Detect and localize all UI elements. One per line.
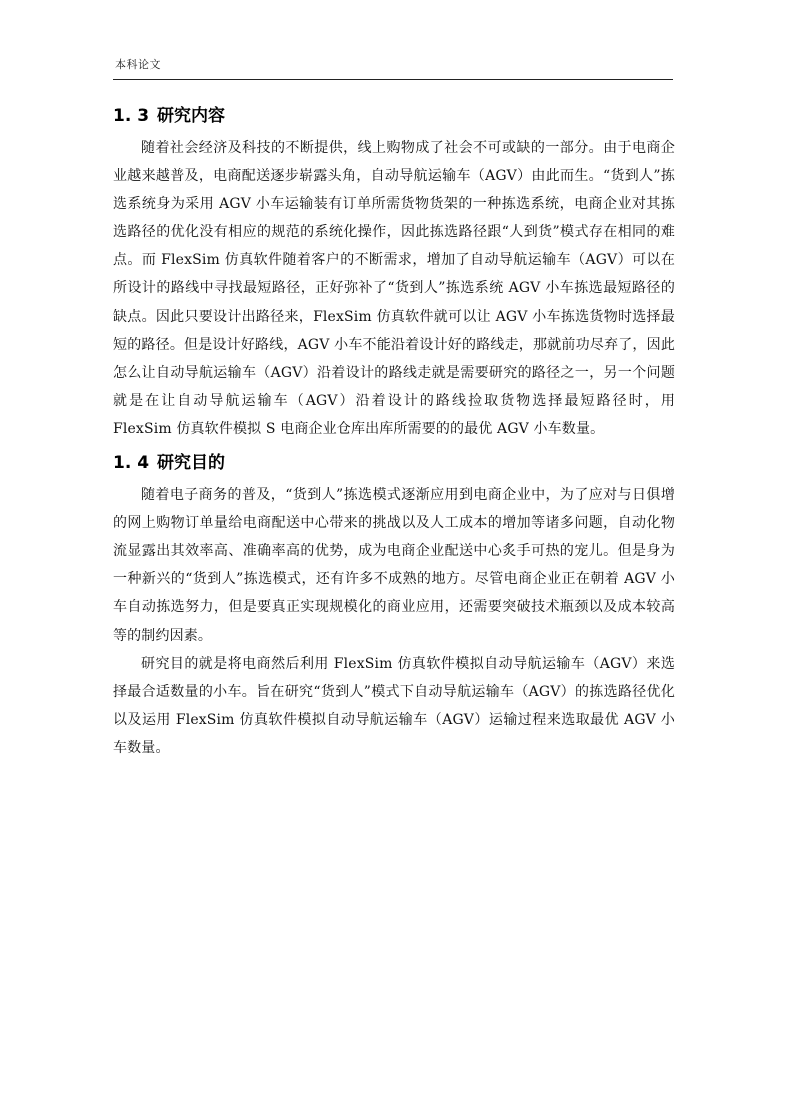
section-heading-1-3 xyxy=(113,98,675,134)
page-content xyxy=(113,98,675,762)
body-paragraph: 随着电子商务的普及，“货到人”拣选模式逐渐应用到电商企业中，为了应对与日俱增的网上购物订单量给电商配送中心带来的挑战以及人工成本的增加等诸多问题，自动化物流显露出其效率高、准确率高的优势，成为电商企业配送中心炙手可热的宠儿。但是身为一种新兴的“货到人”拣选模式，还有许多不成熟的地方。尽管电商企业正在朝着 AGV 小车自动拣选努力，但是要真正实现规模化的商业应用，还需要突破技术瓶颈以及成本较高等的制约因素。 xyxy=(113,487,675,644)
section-heading-1-4 xyxy=(113,445,675,481)
section-title: 研究目的 xyxy=(157,453,226,474)
body-paragraph: 研究目的就是将电商然后利用 FlexSim 仿真软件模拟自动导航运输车（AGV）来选择最合适数量的小车。旨在研究“货到人”模式下自动导航运输车（AGV）的拣选路径优化以及运用 FlexSim 仿真软件模拟自动导航运输车（AGV）运输过程来选取最优 AGV 小车数量。 xyxy=(113,655,675,756)
body-paragraph: 随着社会经济及科技的不断提供，线上购物成了社会不可或缺的一部分。由于电商企业越来越普及，电商配送逐步崭露头角，自动导航运输车（AGV）由此而生。“货到人”拣选系统身为采用 AGV 小车运输装有订单所需货物货架的一种拣选系统，电商企业对其拣选路径的优化没有相应的规范的系统化操作，因此拣选路径跟“人到货”模式存在相同的难点。而 FlexSim 仿真软件随着客户的不断需求，增加了自动导航运输车（AGV）可以在所设计的路线中寻找最短路径，正好弥补了“货到人”拣选系统 AGV 小车拣选最短路径的缺点。因此只要设计出路径来，FlexSim 仿真软件就可以让 AGV 小车拣选货物时选择最短的路径。但是设计好路线，AGV 小车不能沿着设计好的路线走，那就前功尽弃了，因此怎么让自动导航运输车（AGV）沿着设计的路线走就是需要研究的路径之一，另一个问题就是在让自动导航运输车（AGV）沿着设计的路线捡取货物选择最短路径时，用 FlexSim 仿真软件模拟 S 电商企业仓库出库所需要的的最优 AGV 小车数量。 xyxy=(113,140,675,437)
section-number: 1. 4 xyxy=(113,453,150,474)
header-rule xyxy=(113,79,673,80)
section-number: 1. 3 xyxy=(113,106,150,126)
running-header: 本科论文 xyxy=(115,58,161,71)
section-title: 研究内容 xyxy=(157,106,226,126)
